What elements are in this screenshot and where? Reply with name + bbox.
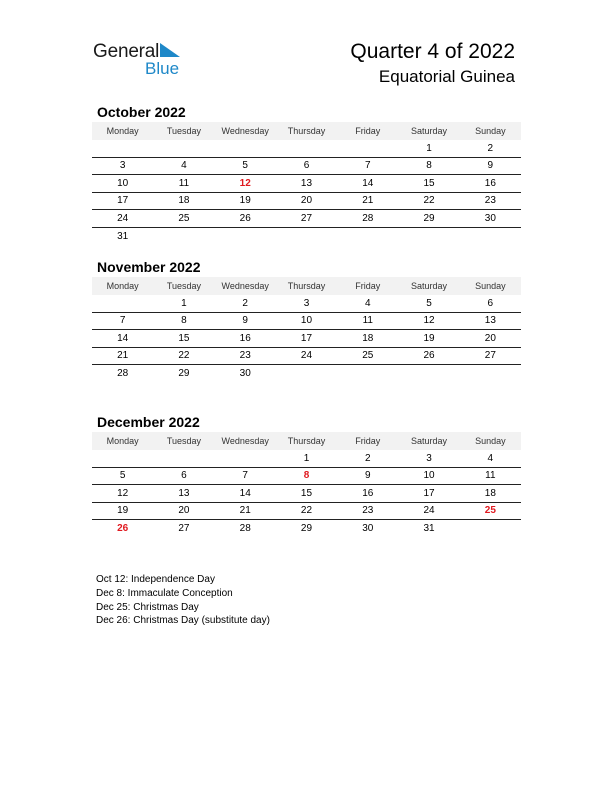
day-cell: 22 — [300, 505, 313, 517]
day-cell: 1 — [181, 297, 187, 309]
day-cell: 31 — [117, 230, 129, 242]
day-cell: 2 — [364, 452, 371, 464]
day-cell: 17 — [117, 195, 129, 207]
holiday-day-cell: 8 — [303, 470, 310, 482]
day-cell: 30 — [484, 212, 496, 224]
week-row — [92, 468, 521, 486]
day-cell: 14 — [362, 177, 374, 189]
day-cell: 18 — [178, 195, 190, 207]
day-cell: 20 — [484, 332, 496, 344]
day-cell: 25 — [178, 212, 190, 224]
day-cell: 28 — [117, 368, 129, 380]
day-cell: 8 — [181, 315, 187, 327]
week-row — [92, 175, 521, 193]
month-title: October 2022 — [97, 104, 186, 120]
day-cell: 14 — [239, 487, 251, 499]
week-row — [92, 140, 521, 158]
day-cell: 29 — [423, 212, 435, 224]
generalblue-logo — [93, 41, 193, 81]
holiday-note: Oct 12: Independence Day — [96, 574, 215, 585]
weekday-label: Thursday — [287, 436, 326, 446]
weekday-label: Sunday — [475, 436, 506, 446]
day-cell: 26 — [423, 350, 435, 362]
month-title: November 2022 — [97, 259, 201, 275]
month-december — [92, 414, 521, 538]
day-cell: 23 — [362, 505, 374, 517]
week-row — [92, 450, 521, 468]
day-cell: 27 — [178, 523, 190, 535]
month-title: December 2022 — [97, 414, 200, 430]
day-cell: 9 — [487, 160, 494, 172]
day-cell: 17 — [300, 332, 313, 344]
day-cell: 9 — [364, 470, 371, 482]
day-cell: 11 — [178, 177, 190, 189]
day-cell: 19 — [423, 332, 435, 344]
weekday-label: Wednesday — [221, 281, 269, 291]
page-subtitle: Equatorial Guinea — [378, 67, 515, 86]
weekday-label: Thursday — [287, 281, 326, 291]
day-cell: 25 — [362, 350, 374, 362]
weekday-header-row — [92, 122, 521, 140]
weekday-label: Monday — [106, 126, 139, 136]
day-cell: 3 — [119, 160, 126, 172]
day-cell: 10 — [423, 470, 435, 482]
day-cell: 28 — [239, 523, 251, 535]
day-cell: 15 — [423, 177, 435, 189]
day-cell: 22 — [423, 195, 435, 207]
week-row — [92, 295, 521, 313]
week-row — [92, 313, 521, 331]
day-cell: 18 — [484, 487, 496, 499]
weekday-label: Tuesday — [166, 281, 202, 291]
day-cell: 31 — [423, 523, 435, 535]
weekday-label: Saturday — [411, 436, 448, 446]
day-cell: 7 — [119, 315, 126, 327]
logo-word-general: General — [93, 41, 160, 62]
weekday-label: Wednesday — [221, 436, 269, 446]
month-october — [92, 104, 521, 245]
day-cell: 7 — [242, 470, 248, 482]
week-row — [92, 330, 521, 348]
weekday-header-row — [92, 432, 521, 450]
week-row — [92, 348, 521, 366]
day-cell: 5 — [119, 470, 126, 482]
day-cell: 20 — [178, 505, 190, 517]
weekday-label: Tuesday — [166, 436, 202, 446]
day-cell: 27 — [484, 350, 496, 362]
day-cell: 16 — [239, 332, 251, 344]
day-cell: 3 — [426, 452, 432, 464]
day-cell: 21 — [117, 350, 129, 362]
day-cell: 12 — [423, 315, 435, 327]
week-row — [92, 193, 521, 211]
weekday-label: Thursday — [287, 126, 326, 136]
week-row — [92, 365, 521, 383]
day-cell: 11 — [362, 315, 373, 327]
page-title: Quarter 4 of 2022 — [350, 40, 515, 63]
logo-word-blue: Blue — [145, 59, 180, 78]
day-cell: 13 — [300, 177, 313, 189]
day-cell: 24 — [423, 505, 435, 517]
day-cell: 18 — [362, 332, 374, 344]
weekday-label: Wednesday — [221, 126, 269, 136]
day-cell: 28 — [362, 212, 374, 224]
weekday-label: Tuesday — [166, 126, 202, 136]
day-cell: 6 — [303, 160, 310, 172]
weekday-label: Monday — [106, 436, 139, 446]
weekday-label: Sunday — [475, 281, 506, 291]
day-cell: 11 — [485, 470, 496, 482]
day-cell: 1 — [303, 452, 310, 464]
weekday-label: Monday — [106, 281, 139, 291]
day-cell: 6 — [181, 470, 187, 482]
day-cell: 19 — [117, 505, 129, 517]
weekday-header-row — [92, 277, 521, 295]
weekday-label: Saturday — [411, 281, 448, 291]
holiday-note: Dec 26: Christmas Day (substitute day) — [96, 615, 270, 627]
day-cell: 23 — [484, 195, 496, 207]
day-cell: 22 — [178, 350, 190, 362]
day-cell: 15 — [300, 487, 313, 499]
weekday-label: Friday — [355, 281, 381, 291]
holiday-note: Dec 25: Christmas Day — [96, 601, 199, 613]
holiday-day-cell: 25 — [484, 505, 496, 517]
day-cell: 5 — [426, 297, 432, 309]
day-cell: 20 — [300, 195, 313, 207]
day-cell: 10 — [300, 315, 313, 327]
holiday-notes — [96, 573, 270, 628]
day-cell: 14 — [117, 332, 129, 344]
day-cell: 13 — [178, 487, 190, 499]
day-cell: 21 — [239, 505, 251, 517]
day-cell: 4 — [181, 160, 187, 172]
day-cell: 1 — [426, 142, 432, 154]
day-cell: 17 — [423, 487, 435, 499]
month-november — [92, 259, 521, 383]
holiday-day-cell: 26 — [117, 523, 129, 535]
day-cell: 16 — [484, 177, 496, 189]
day-cell: 8 — [426, 160, 432, 172]
day-cell: 29 — [178, 368, 190, 380]
day-cell: 24 — [300, 350, 313, 362]
day-cell: 7 — [364, 160, 371, 172]
weekday-label: Sunday — [475, 126, 506, 136]
week-row — [92, 485, 521, 503]
day-cell: 16 — [362, 487, 374, 499]
weekday-label: Friday — [355, 126, 381, 136]
day-cell: 6 — [487, 297, 494, 309]
day-cell: 15 — [178, 332, 190, 344]
day-cell: 2 — [242, 297, 248, 309]
day-cell: 4 — [364, 297, 371, 309]
day-cell: 9 — [242, 315, 248, 327]
weekday-label: Friday — [355, 436, 381, 446]
day-cell: 4 — [487, 452, 494, 464]
week-row — [92, 503, 521, 521]
day-cell: 30 — [239, 368, 251, 380]
day-cell: 29 — [300, 523, 313, 535]
day-cell: 30 — [362, 523, 374, 535]
day-cell: 23 — [239, 350, 251, 362]
day-cell: 27 — [300, 212, 313, 224]
day-cell: 12 — [117, 487, 129, 499]
weekday-label: Saturday — [411, 126, 448, 136]
week-row — [92, 158, 521, 176]
day-cell: 19 — [239, 195, 251, 207]
day-cell: 24 — [117, 212, 129, 224]
day-cell: 21 — [362, 195, 374, 207]
logo-flag-icon — [160, 43, 180, 57]
holiday-day-cell: 12 — [239, 177, 251, 189]
day-cell: 26 — [239, 212, 251, 224]
day-cell: 5 — [242, 160, 248, 172]
day-cell: 3 — [303, 297, 310, 309]
day-cell: 13 — [484, 315, 496, 327]
holiday-note: Dec 8: Immaculate Conception — [96, 587, 233, 599]
day-cell: 2 — [487, 142, 494, 154]
week-row — [92, 520, 521, 538]
week-row — [92, 210, 521, 228]
week-row — [92, 228, 521, 246]
day-cell: 10 — [117, 177, 129, 189]
